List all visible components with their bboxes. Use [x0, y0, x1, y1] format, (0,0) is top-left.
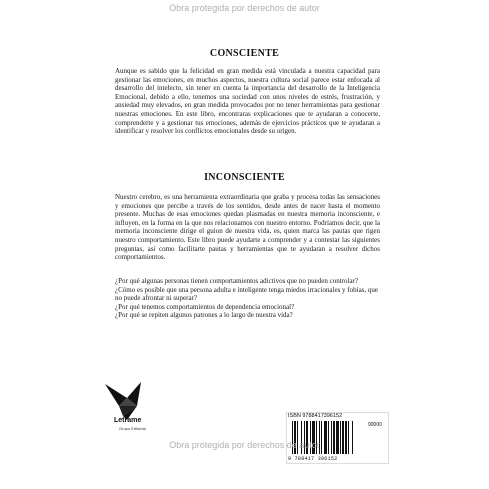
- watermark-top: Obra protegida por derechos de autor: [169, 3, 320, 13]
- section-heading-inconsciente: INCONSCIENTE: [204, 172, 285, 183]
- question-item: ¿Por qué tenemos comportamientos de dependencia emocional?: [115, 302, 295, 311]
- section-body-consciente: Aunque es sabido que la felicidad en gran medida está vinculada a nuestra capacidad para gestionar las emociones, en muchos aspectos, nuestra cultura social parece estar enfocada al desarrollo del intelecto, sin tener en cuenta la importancia del desarrollo de la Inteligencia Emocional, debido a ello, tenemos una sociedad con unos niveles de estrés, frustración, y ansiedad muy elevados, en gran medida provocados por no tener herramientas para gestionar nuestras emociones. En este libro, encontraras explicaciones que te ayudaran a conocerte, comprenderte y a gestionar tus emociones, además de ejercicios prácticos que te ayudaran a identificar y resolver los conflictos emocionales desde su origen.: [115, 67, 380, 136]
- section-heading-consciente: CONSCIENTE: [209, 48, 280, 59]
- publisher-name: Letrame: [114, 417, 142, 424]
- price-code: 90000: [368, 422, 382, 428]
- question-item: ¿Por qué se repiten algunos patrones a lo largo de nuestra vida?: [115, 311, 293, 320]
- section-body-inconsciente: Nuestro cerebro, es una herramienta extraordinaria que graba y procesa todas las sensaciones y emociones que percibe a través de los sentidos, desde antes de nacer hasta el momento presente. Muchas de esas emociones quedan plasmadas en nuestra memoria inconsciente, e influyen, en la forma en la que nos relacionamos con nuestro entorno. Podríamos decir, que la memoria inconsciente dirige el guion de nuestra vida, es, quien marca las pautas que rigen nuestro comportamiento. Este libro puede ayudarte a comprender y a contestar las siguientes preguntas, así como facilitarte pautas y herramientas que te ayudaran a resolver dichos comportamientos.: [115, 193, 380, 262]
- question-item: ¿Cómo es posible que una persona adulta e inteligente tenga miedos irracionales y fobias, que no puede afrontar ni superar?: [115, 285, 379, 303]
- question-list: [115, 277, 383, 320]
- isbn-label: ISBN 9788417396152: [288, 413, 343, 419]
- barcode-digits: 9 788417 396152: [288, 456, 338, 462]
- watermark-bottom: Obra protegida por derechos de autor: [169, 440, 320, 450]
- publisher-subtitle: Grupo Editorial: [119, 426, 146, 431]
- question-item: ¿Por qué algunas personas tienen comportamientos adictivos que no pueden controlar?: [115, 277, 358, 285]
